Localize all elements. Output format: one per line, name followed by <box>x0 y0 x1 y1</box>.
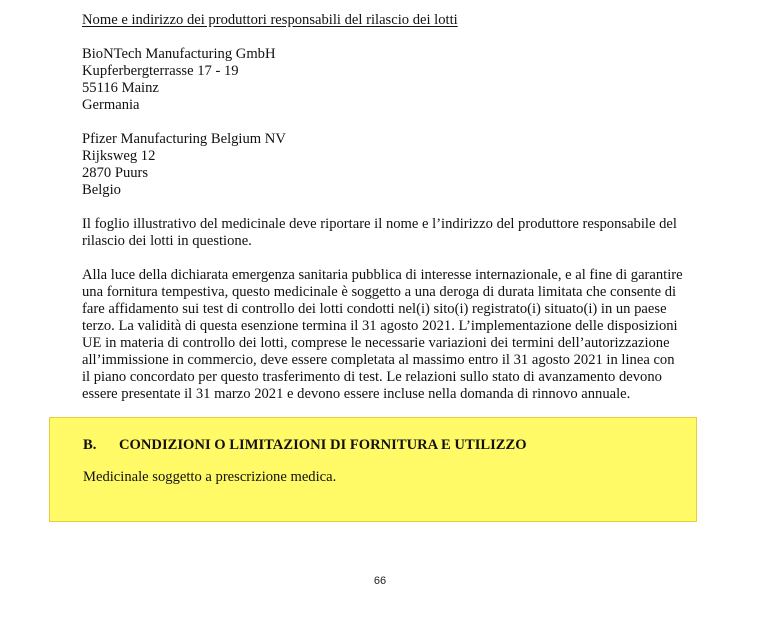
address-line-country: Germania <box>82 97 140 113</box>
paragraph-line: terzo. La validità di questa esenzione termina il 31 agosto 2021. L’implementazione delle disposizioni <box>82 318 678 334</box>
address-line-company: BioNTech Manufacturing GmbH <box>82 46 276 62</box>
address-line-company: Pfizer Manufacturing Belgium NV <box>82 131 286 147</box>
section-body-text: Medicinale soggetto a prescrizione medica. <box>83 469 337 485</box>
manufacturers-heading: Nome e indirizzo dei produttori responsabili del rilascio dei lotti <box>82 12 458 28</box>
paragraph-line: essere presentate il 31 marzo 2021 e devono essere incluse nella domanda di rinnovo annuale. <box>82 386 631 402</box>
paragraph-line: UE in materia di controllo dei lotti, comprese le necessarie variazioni dei termini dell’autorizzazione <box>82 335 670 351</box>
section-b-highlight-box <box>49 417 697 522</box>
address-line-city: 55116 Mainz <box>82 80 159 96</box>
address-line-street: Rijksweg 12 <box>82 148 156 164</box>
address-line-city: 2870 Puurs <box>82 165 149 181</box>
paragraph-line: Il foglio illustrativo del medicinale deve riportare il nome e l’indirizzo del produttore responsabile del <box>82 216 677 232</box>
paragraph-line: all’immissione in commercio, deve essere completata al massimo entro il 31 agosto 2021 in linea con <box>82 352 675 368</box>
paragraph-line: rilascio dei lotti in questione. <box>82 233 252 249</box>
section-title: CONDIZIONI O LIMITAZIONI DI FORNITURA E UTILIZZO <box>119 437 527 453</box>
paragraph-line: Alla luce della dichiarata emergenza sanitaria pubblica di interesse internazionale, e al fine di garantire <box>82 267 683 283</box>
paragraph-line: il piano concordato per questo trasferimento di test. Le relazioni sullo stato di avanzamento devono <box>82 369 662 385</box>
address-line-country: Belgio <box>82 182 121 198</box>
section-letter: B. <box>83 437 97 453</box>
page-number: 66 <box>373 575 387 587</box>
paragraph-line: fare affidamento sui test di controllo dei lotti condotti nel(i) sito(i) registrato(i) situato(i) in un paese <box>82 301 667 317</box>
paragraph-line: una fornitura tempestiva, questo medicinale è soggetto a una deroga di durata limitata che consente di <box>82 284 677 300</box>
address-line-street: Kupferbergterrasse 17 - 19 <box>82 63 239 79</box>
